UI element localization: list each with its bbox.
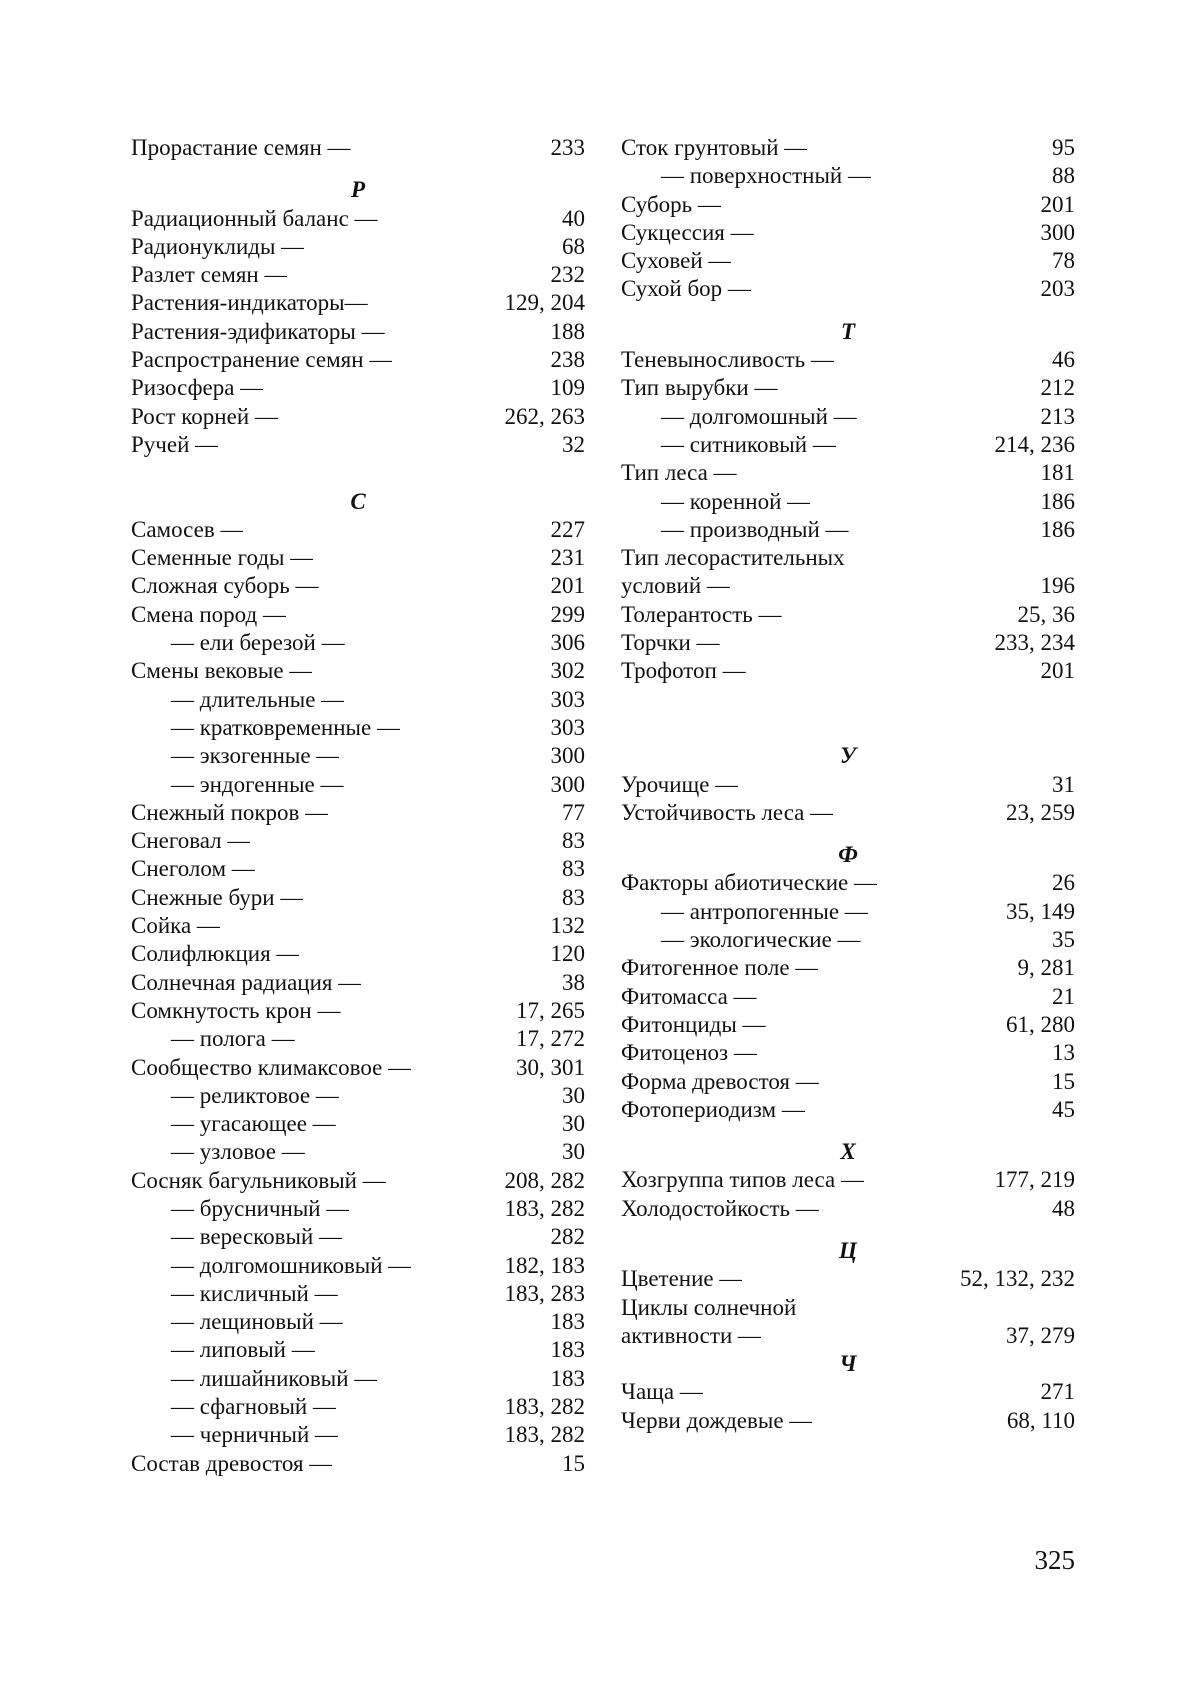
index-subentry bbox=[131, 1365, 585, 1393]
index-subentry bbox=[131, 1025, 585, 1053]
index-entry bbox=[621, 275, 1075, 303]
index-entry bbox=[621, 191, 1075, 219]
index-term: Чаща — bbox=[621, 1379, 703, 1405]
page-references: 238 bbox=[550, 347, 585, 373]
page-references: 232 bbox=[550, 262, 585, 288]
page-references: 188 bbox=[550, 318, 585, 344]
page-references: 231 bbox=[550, 545, 585, 571]
index-entry bbox=[131, 374, 585, 402]
page-references: 183, 283 bbox=[504, 1280, 585, 1306]
index-subentry bbox=[131, 771, 585, 799]
index-term: Холодостойкость — bbox=[621, 1195, 819, 1221]
index-term: Растения-эдификаторы — bbox=[131, 318, 385, 344]
index-entry bbox=[131, 827, 585, 855]
page-references: 282 bbox=[550, 1224, 585, 1250]
index-subentry bbox=[621, 516, 1075, 544]
page-references: 17, 272 bbox=[516, 1026, 585, 1052]
page-references: 181 bbox=[1040, 460, 1075, 486]
index-entry bbox=[621, 1378, 1075, 1406]
index-subentry bbox=[621, 162, 1075, 190]
index-term: активности — bbox=[621, 1322, 761, 1348]
index-entry bbox=[621, 657, 1075, 685]
index-term: Толерантость — bbox=[621, 601, 782, 627]
index-term: — лещиновый — bbox=[171, 1309, 343, 1335]
index-subentry bbox=[621, 431, 1075, 459]
index-subentry bbox=[131, 1252, 585, 1280]
index-term: Разлет семян — bbox=[131, 262, 288, 288]
index-term: — вересковый — bbox=[171, 1224, 343, 1250]
index-entry bbox=[621, 219, 1075, 247]
index-term: — липовый — bbox=[171, 1337, 315, 1363]
index-term: — долгомошниковый — bbox=[171, 1252, 412, 1278]
spacer bbox=[621, 1124, 1075, 1138]
page-references: 212 bbox=[1040, 375, 1075, 401]
index-term: Фотопериодизм — bbox=[621, 1096, 805, 1122]
index-term: Снеговал — bbox=[131, 828, 251, 854]
index-subentry bbox=[131, 629, 585, 657]
index-term: Смена пород — bbox=[131, 601, 286, 627]
index-entry bbox=[621, 983, 1075, 1011]
index-term: Сухой бор — bbox=[621, 276, 751, 302]
index-entry bbox=[131, 799, 585, 827]
index-term: — поверхностный — bbox=[661, 163, 871, 189]
page-references: 129, 204 bbox=[504, 290, 585, 316]
index-entry bbox=[621, 1195, 1075, 1223]
page-references: 30 bbox=[562, 1082, 585, 1108]
page-references: 17, 265 bbox=[516, 997, 585, 1023]
page-references: 30 bbox=[562, 1111, 585, 1137]
page-references: 303 bbox=[550, 714, 585, 740]
index-term: Ручей — bbox=[131, 431, 219, 457]
index-entry bbox=[131, 657, 585, 685]
index-term: Состав древостоя — bbox=[131, 1450, 333, 1476]
index-entry bbox=[131, 346, 585, 374]
index-term: Рост корней — bbox=[131, 403, 278, 429]
page-references: 77 bbox=[562, 799, 585, 825]
index-entry bbox=[621, 374, 1075, 402]
index-entry bbox=[621, 954, 1075, 982]
index-entry bbox=[621, 572, 1075, 600]
index-entry bbox=[131, 884, 585, 912]
page-references: 186 bbox=[1040, 516, 1075, 542]
page-references: 78 bbox=[1052, 248, 1075, 274]
index-term: — эндогенные — bbox=[171, 771, 344, 797]
index-term: — экологические — bbox=[661, 927, 861, 953]
index-entry bbox=[131, 403, 585, 431]
index-term: Фитонциды — bbox=[621, 1011, 766, 1037]
index-entry bbox=[131, 431, 585, 459]
page-references: 25, 36 bbox=[1017, 601, 1075, 627]
index-term: Хозгруппа типов леса — bbox=[621, 1167, 864, 1193]
index-term: Цветение — bbox=[621, 1266, 743, 1292]
index-term: Черви дождевые — bbox=[621, 1407, 813, 1433]
section-letter-heading: Р bbox=[350, 177, 366, 203]
index-term: Суборь — bbox=[621, 191, 721, 217]
page-references: 35, 149 bbox=[1006, 898, 1075, 924]
spacer bbox=[621, 714, 1075, 742]
index-entry bbox=[621, 459, 1075, 487]
index-entry bbox=[621, 1407, 1075, 1435]
index-term: Снежный покров — bbox=[131, 799, 329, 825]
index-term: — ели березой — bbox=[171, 630, 345, 656]
page-references: 183 bbox=[550, 1337, 585, 1363]
page-references: 183 bbox=[550, 1365, 585, 1391]
index-entry bbox=[621, 1011, 1075, 1039]
index-entry bbox=[621, 629, 1075, 657]
page-references: 233 bbox=[550, 135, 585, 160]
page-references: 35 bbox=[1052, 927, 1075, 953]
index-entry bbox=[131, 572, 585, 600]
index-term: Солнечная радиация — bbox=[131, 969, 362, 995]
index-entry bbox=[131, 855, 585, 883]
index-entry bbox=[131, 969, 585, 997]
page-references: 208, 282 bbox=[504, 1167, 585, 1193]
page-references: 183 bbox=[550, 1309, 585, 1335]
section-letter-heading: Т bbox=[840, 318, 856, 344]
section-letter-heading: С bbox=[350, 488, 366, 514]
index-term: Сомкнутость крон — bbox=[131, 997, 341, 1023]
page-references: 183, 282 bbox=[504, 1195, 585, 1221]
page-references: 271 bbox=[1040, 1379, 1075, 1405]
index-subentry bbox=[621, 488, 1075, 516]
index-entry bbox=[131, 601, 585, 629]
page-references: 196 bbox=[1040, 573, 1075, 599]
page-references: 31 bbox=[1052, 771, 1075, 797]
index-term: — лишайниковый — bbox=[171, 1365, 378, 1391]
page-references: 132 bbox=[550, 913, 585, 939]
index-entry bbox=[131, 261, 585, 289]
page-references: 109 bbox=[550, 375, 585, 401]
page-references: 95 bbox=[1052, 135, 1075, 160]
page-references: 48 bbox=[1052, 1195, 1075, 1221]
page-references: 21 bbox=[1052, 983, 1075, 1009]
index-entry bbox=[621, 544, 1075, 572]
section-letter-heading: Ч bbox=[839, 1351, 857, 1377]
page-references: 15 bbox=[562, 1450, 585, 1476]
index-term: Фитоценоз — bbox=[621, 1040, 757, 1066]
page-references: 26 bbox=[1052, 870, 1075, 896]
index-subentry bbox=[131, 1393, 585, 1421]
page-references: 182, 183 bbox=[504, 1252, 585, 1278]
page-references: 88 bbox=[1052, 163, 1075, 189]
index-term: — экзогенные — bbox=[171, 743, 340, 769]
index-term: — коренной — bbox=[661, 488, 811, 514]
page-references: 68 bbox=[562, 233, 585, 259]
page-references: 38 bbox=[562, 969, 585, 995]
page-references: 300 bbox=[1040, 219, 1075, 245]
index-entry bbox=[621, 799, 1075, 827]
index-entry bbox=[621, 346, 1075, 374]
index-term: Факторы абиотические — bbox=[621, 870, 877, 896]
index-term: — узловое — bbox=[171, 1139, 305, 1165]
index-term: Распространение семян — bbox=[131, 347, 393, 373]
page-references: 45 bbox=[1052, 1096, 1075, 1122]
index-term: Тип леса — bbox=[621, 460, 737, 486]
index-entry bbox=[621, 134, 1075, 162]
index-term: Тип лесорастительных bbox=[621, 545, 845, 571]
page-references: 30 bbox=[562, 1139, 585, 1165]
page-references: 302 bbox=[550, 658, 585, 684]
page-references: 83 bbox=[562, 856, 585, 882]
index-entry bbox=[131, 516, 585, 544]
index-term: — длительные — bbox=[171, 686, 345, 712]
index-term: Циклы солнечной bbox=[621, 1294, 797, 1320]
page-references: 30, 301 bbox=[516, 1054, 585, 1080]
index-subentry bbox=[131, 1308, 585, 1336]
index-term: — полога — bbox=[171, 1026, 295, 1052]
index-term: условий — bbox=[621, 573, 730, 599]
index-term: Трофотоп — bbox=[621, 658, 746, 684]
index-entry bbox=[131, 134, 585, 162]
page-references: 68, 110 bbox=[1006, 1407, 1075, 1433]
index-term: Радионуклиды — bbox=[131, 233, 305, 259]
page-references: 201 bbox=[1040, 191, 1075, 217]
index-entry bbox=[131, 1450, 585, 1478]
page-references: 183, 282 bbox=[504, 1422, 585, 1448]
index-subentry bbox=[621, 403, 1075, 431]
index-entry bbox=[621, 601, 1075, 629]
index-term: Тип вырубки — bbox=[621, 375, 778, 401]
page-references: 32 bbox=[562, 431, 585, 457]
index-term: Торчки — bbox=[621, 630, 720, 656]
page-references: 201 bbox=[550, 573, 585, 599]
page-references: 120 bbox=[550, 941, 585, 967]
index-entry bbox=[131, 205, 585, 233]
index-subentry bbox=[131, 742, 585, 770]
index-entry bbox=[131, 233, 585, 261]
index-entry bbox=[131, 544, 585, 572]
page-references: 203 bbox=[1040, 276, 1075, 302]
index-term: — сфагновый — bbox=[171, 1394, 336, 1420]
page-references: 300 bbox=[550, 771, 585, 797]
index-entry bbox=[131, 1054, 585, 1082]
page-references: 214, 236 bbox=[994, 431, 1075, 457]
index-entry bbox=[131, 912, 585, 940]
page-references: 46 bbox=[1052, 347, 1075, 373]
page-references: 83 bbox=[562, 828, 585, 854]
index-entry bbox=[621, 1294, 1075, 1322]
right-column bbox=[621, 134, 1075, 1435]
index-term: Теневыносливость — bbox=[621, 347, 834, 373]
page-references: 40 bbox=[562, 205, 585, 231]
index-term: Снеголом — bbox=[131, 856, 255, 882]
page-references: 186 bbox=[1040, 488, 1075, 514]
index-subentry bbox=[131, 1223, 585, 1251]
index-term: Сообщество климаксовое — bbox=[131, 1054, 412, 1080]
page-references: 52, 132, 232 bbox=[960, 1266, 1075, 1292]
index-subentry bbox=[131, 1082, 585, 1110]
page-references: 306 bbox=[550, 630, 585, 656]
page-references: 83 bbox=[562, 884, 585, 910]
index-subentry bbox=[131, 1280, 585, 1308]
section-letter-heading: Ф bbox=[838, 842, 858, 868]
page-references: 61, 280 bbox=[1006, 1011, 1075, 1037]
index-term: — брусничный — bbox=[171, 1195, 350, 1221]
page-references: 177, 219 bbox=[994, 1167, 1075, 1193]
index-subentry bbox=[621, 898, 1075, 926]
index-subentry bbox=[621, 926, 1075, 954]
index-entry bbox=[621, 1322, 1075, 1350]
index-term: Растения-индикаторы— bbox=[131, 290, 368, 316]
left-column bbox=[131, 134, 585, 1478]
index-term: Ризосфера — bbox=[131, 375, 264, 401]
index-term: — реликтовое — bbox=[171, 1082, 339, 1108]
spacer bbox=[131, 459, 585, 487]
index-entry bbox=[621, 1039, 1075, 1067]
index-term: Фитомасса — bbox=[621, 983, 757, 1009]
spacer bbox=[621, 827, 1075, 841]
index-term: Снежные бури — bbox=[131, 884, 304, 910]
page-references: 213 bbox=[1040, 403, 1075, 429]
index-term: — угасающее — bbox=[171, 1111, 336, 1137]
index-term: Сойка — bbox=[131, 913, 220, 939]
spacer bbox=[621, 1223, 1075, 1237]
index-subentry bbox=[131, 1421, 585, 1449]
page-references: 183, 282 bbox=[504, 1394, 585, 1420]
page-references: 300 bbox=[550, 743, 585, 769]
page-references: 227 bbox=[550, 516, 585, 542]
spacer bbox=[131, 162, 585, 176]
index-term: Урочище — bbox=[621, 771, 739, 797]
spacer bbox=[621, 686, 1075, 714]
section-letter-heading: Х bbox=[840, 1139, 856, 1165]
section-letter-heading: Ц bbox=[839, 1237, 857, 1263]
page-references: 9, 281 bbox=[1017, 955, 1075, 981]
index-entry bbox=[621, 1265, 1075, 1293]
index-entry bbox=[621, 771, 1075, 799]
index-term: Сток грунтовый — bbox=[621, 135, 808, 160]
page-references: 13 bbox=[1052, 1040, 1075, 1066]
index-term: — ситниковый — bbox=[661, 431, 836, 457]
index-term: — долгомошный — bbox=[661, 403, 857, 429]
index-subentry bbox=[131, 1336, 585, 1364]
section-letter-heading: У bbox=[839, 743, 856, 769]
index-entry bbox=[621, 1096, 1075, 1124]
index-term: Устойчивость леса — bbox=[621, 799, 834, 825]
index-entry bbox=[131, 997, 585, 1025]
spacer bbox=[621, 304, 1075, 318]
index-entry bbox=[621, 1166, 1075, 1194]
index-term: Форма древостоя — bbox=[621, 1068, 819, 1094]
index-term: Самосев — bbox=[131, 516, 244, 542]
page-references: 37, 279 bbox=[1006, 1322, 1075, 1348]
index-entry bbox=[621, 1068, 1075, 1096]
index-term: — кисличный — bbox=[171, 1280, 338, 1306]
index-term: Суховей — bbox=[621, 248, 732, 274]
index-term: Сосняк багульниковый — bbox=[131, 1167, 386, 1193]
index-term: Фитогенное поле — bbox=[621, 955, 819, 981]
page-references: 303 bbox=[550, 686, 585, 712]
index-term: Смены вековые — bbox=[131, 658, 313, 684]
index-entry bbox=[131, 289, 585, 317]
index-term: — кратковременные — bbox=[171, 714, 400, 740]
page-number: 325 bbox=[1034, 1545, 1075, 1575]
index-entry bbox=[131, 318, 585, 346]
page-references: 201 bbox=[1040, 658, 1075, 684]
index-subentry bbox=[131, 1138, 585, 1166]
index-entry bbox=[621, 247, 1075, 275]
index-entry bbox=[621, 869, 1075, 897]
index-entry bbox=[131, 1167, 585, 1195]
index-term: Семенные годы — bbox=[131, 545, 314, 571]
index-entry bbox=[131, 940, 585, 968]
index-term: — антропогенные — bbox=[661, 898, 868, 924]
page-references: 23, 259 bbox=[1006, 799, 1075, 825]
page-references: 299 bbox=[550, 601, 585, 627]
index-term: Сукцессия — bbox=[621, 219, 754, 245]
index-term: — черничный — bbox=[171, 1422, 339, 1448]
index-term: Сложная суборь — bbox=[131, 573, 319, 599]
page-references: 262, 263 bbox=[504, 403, 585, 429]
index-subentry bbox=[131, 686, 585, 714]
index-subentry bbox=[131, 1110, 585, 1138]
index-subentry bbox=[131, 714, 585, 742]
index-subentry bbox=[131, 1195, 585, 1223]
page-references: 233, 234 bbox=[994, 630, 1075, 656]
index-term: Прорастание семян — bbox=[131, 135, 351, 160]
index-term: Радиационный баланс — bbox=[131, 205, 378, 231]
index-term: Солифлюкция — bbox=[131, 941, 300, 967]
page-references: 15 bbox=[1052, 1068, 1075, 1094]
index-term: — производный — bbox=[661, 516, 849, 542]
